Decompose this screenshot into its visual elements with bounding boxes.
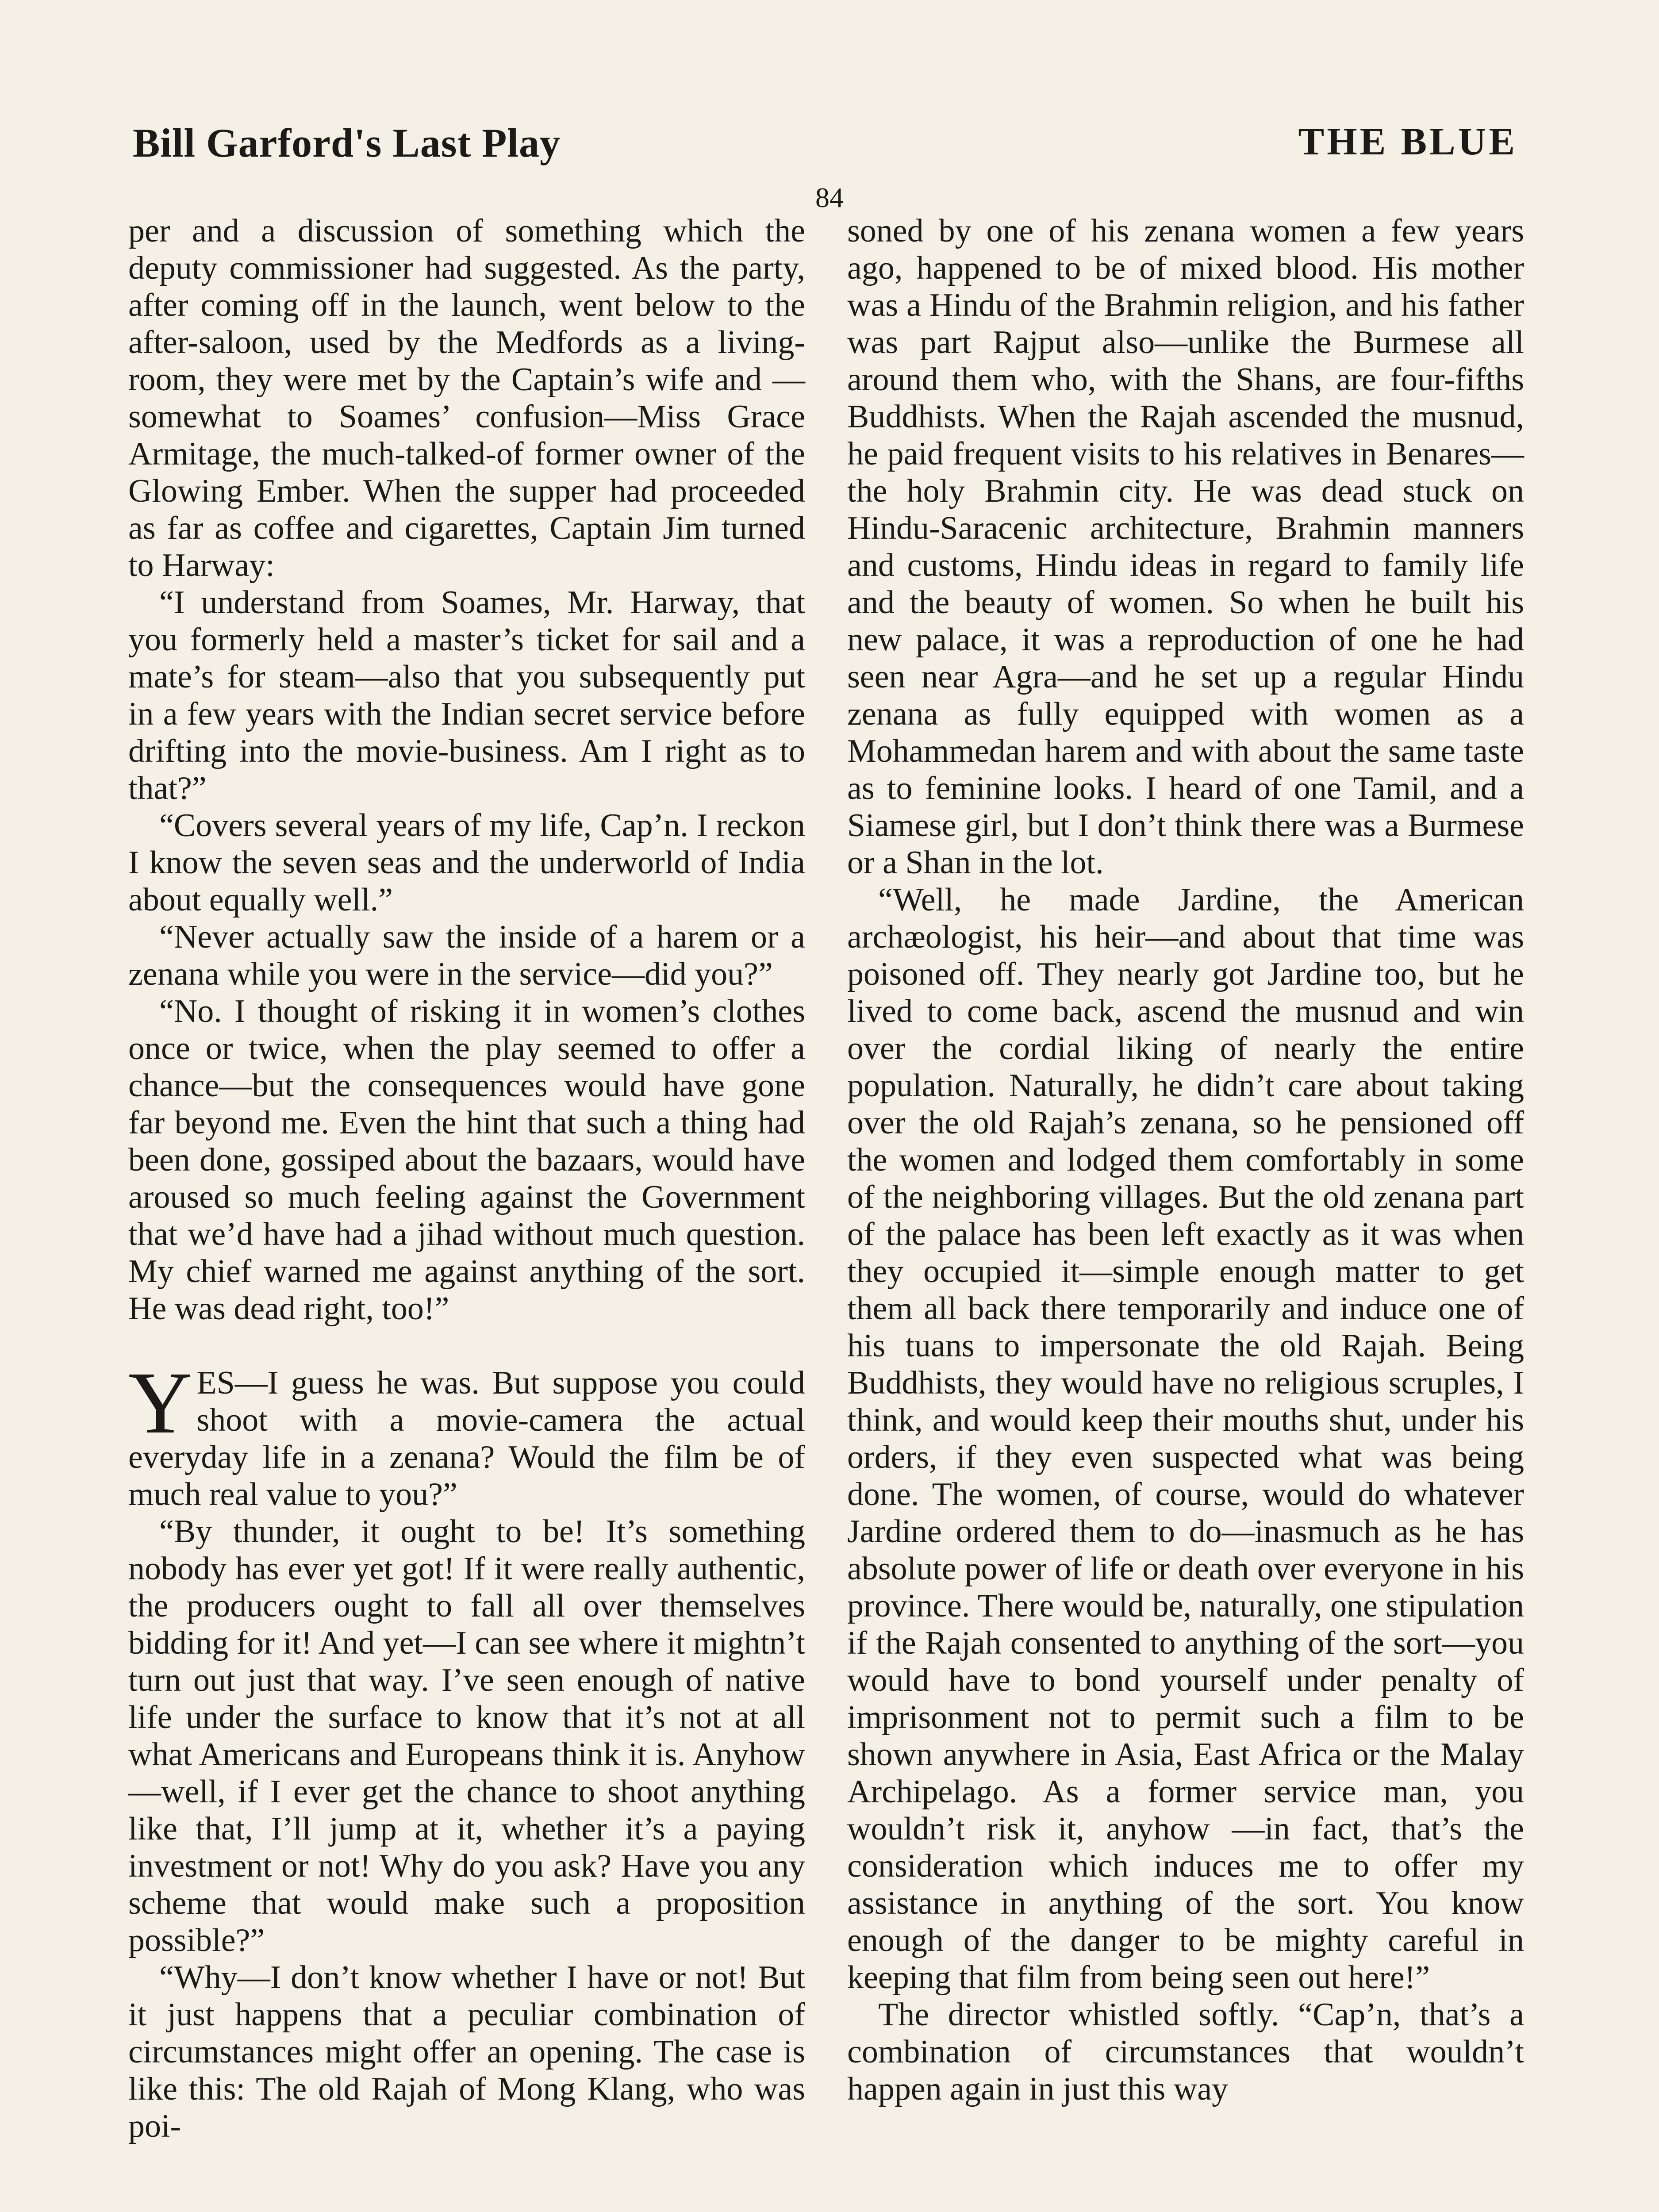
paragraph: “I understand from Soames, Mr. Harway, that you formerly held a master’s ticket for sail and a mate’s for steam—also that you subsequently put in a few years with the Indian secret service before drifting into the movie-business. Am I right as to that?” <box>128 584 805 806</box>
paragraph: “By thunder, it ought to be! It’s something nobody has ever yet got! If it were really authentic, the producers ought to fall all over themselves bidding for it! And yet—I can see where it mightn’t turn out just that way. I’ve seen enough of native life under the surface to know that it’s not at all what Americans and Europeans think it is. Anyhow—well, if I ever get the chance to shoot anything like that, I’ll jump at it, whether it’s a paying investment or not! Why do you ask? Have you any scheme that would make such a proposition possible?” <box>128 1513 805 1959</box>
paragraph-text: ES—I guess he was. But suppose you could shoot with a movie-camera the actual everyday life in a zenana? Would the film be of much real value to you?” <box>128 1365 805 1513</box>
drop-cap: Y <box>128 1354 192 1452</box>
page-number: 84 <box>815 182 844 213</box>
right-column <box>847 212 1524 2108</box>
left-column <box>128 212 805 2145</box>
paragraph: per and a discussion of something which the deputy commissioner had suggested. As the party, after coming off in the launch, went below to the after-saloon, used by the Medfords as a living-room, they were met by the Captain’s wife and —somewhat to Soames’ confusion—Miss Grace Armitage, the much-talked-of former owner of the Glowing Ember. When the supper had proceeded as far as coffee and cigarettes, Captain Jim turned to Harway: <box>128 213 805 584</box>
paragraph: The director whistled softly. “Cap’n, that’s a combination of circumstances that wouldn’t happen again in just this way <box>847 1997 1524 2107</box>
paragraph: “No. I thought of risking it in women’s clothes once or twice, when the play seemed to offer a chance—but the consequences would have gone far beyond me. Even the hint that such a thing had been done, gossiped about the bazaars, would have aroused so much feeling against the Government that we’d have had a jihad without much question. My chief warned me against anything of the sort. He was dead right, too!” <box>128 993 805 1327</box>
paragraph: “Never actually saw the inside of a harem or a zenana while you were in the service—did you?” <box>128 919 805 992</box>
magazine-title: THE BLUE <box>1298 120 1517 163</box>
story-title: Bill Garford's Last Play <box>133 120 561 165</box>
paragraph: “Why—I don’t know whether I have or not! But it just happens that a peculiar combination of circumstances might offer an opening. The case is like this: The old Rajah of Mong Klang, who was poi- <box>128 1959 805 2144</box>
paragraph: “Well, he made Jardine, the American archæologist, his heir—and about that time was poisoned off. They nearly got Jardine too, but he lived to come back, ascend the musnud and win over the cordial liking of nearly the entire population. Naturally, he didn’t care about taking over the old Rajah’s zenana, so he pensioned off the women and lodged them comfortably in some of the neighboring villages. But the old zenana part of the palace has been left exactly as it was when they occupied it—simple enough matter to get them all back there temporarily and induce one of his tuans to impersonate the old Rajah. Being Buddhists, they would have no religious scruples, I think, and would keep their mouths shut, under his orders, if they even suspected what was being done. The women, of course, would do whatever Jardine ordered them to do—inasmuch as he has absolute power of life or death over everyone in his province. There would be, naturally, one stipulation if the Rajah consented to anything of the sort—you would have to bond yourself under penalty of imprisonment not to permit such a film to be shown anywhere in Asia, East Africa or the Malay Archipelago. As a former service man, you wouldn’t risk it, anyhow —in fact, that’s the consideration which induces me to offer my assistance in anything of the sort. You know enough of the danger to be mighty careful in keeping that film from being seen out here!” <box>847 882 1524 1996</box>
paragraph: “Covers several years of my life, Cap’n. I reckon I know the seven seas and the underworld of India about equally well.” <box>128 807 805 918</box>
paragraph: soned by one of his zenana women a few years ago, happened to be of mixed blood. His mother was a Hindu of the Brahmin religion, and his father was part Rajput also—unlike the Burmese all around them who, with the Shans, are four-fifths Buddhists. When the Rajah ascended the musnud, he paid frequent visits to his relatives in Benares—the holy Brahmin city. He was dead stuck on Hindu-Saracenic architecture, Brahmin manners and customs, Hindu ideas in regard to family life and the beauty of women. So when he built his new palace, it was a reproduction of one he had seen near Agra—and he set up a regular Hindu zenana as fully equipped with women as a Mohammedan harem and with about the same taste as to feminine looks. I heard of one Tamil, and a Siamese girl, but I don’t think there was a Burmese or a Shan in the lot. <box>847 213 1524 881</box>
section-opening-paragraph <box>128 1354 805 1513</box>
